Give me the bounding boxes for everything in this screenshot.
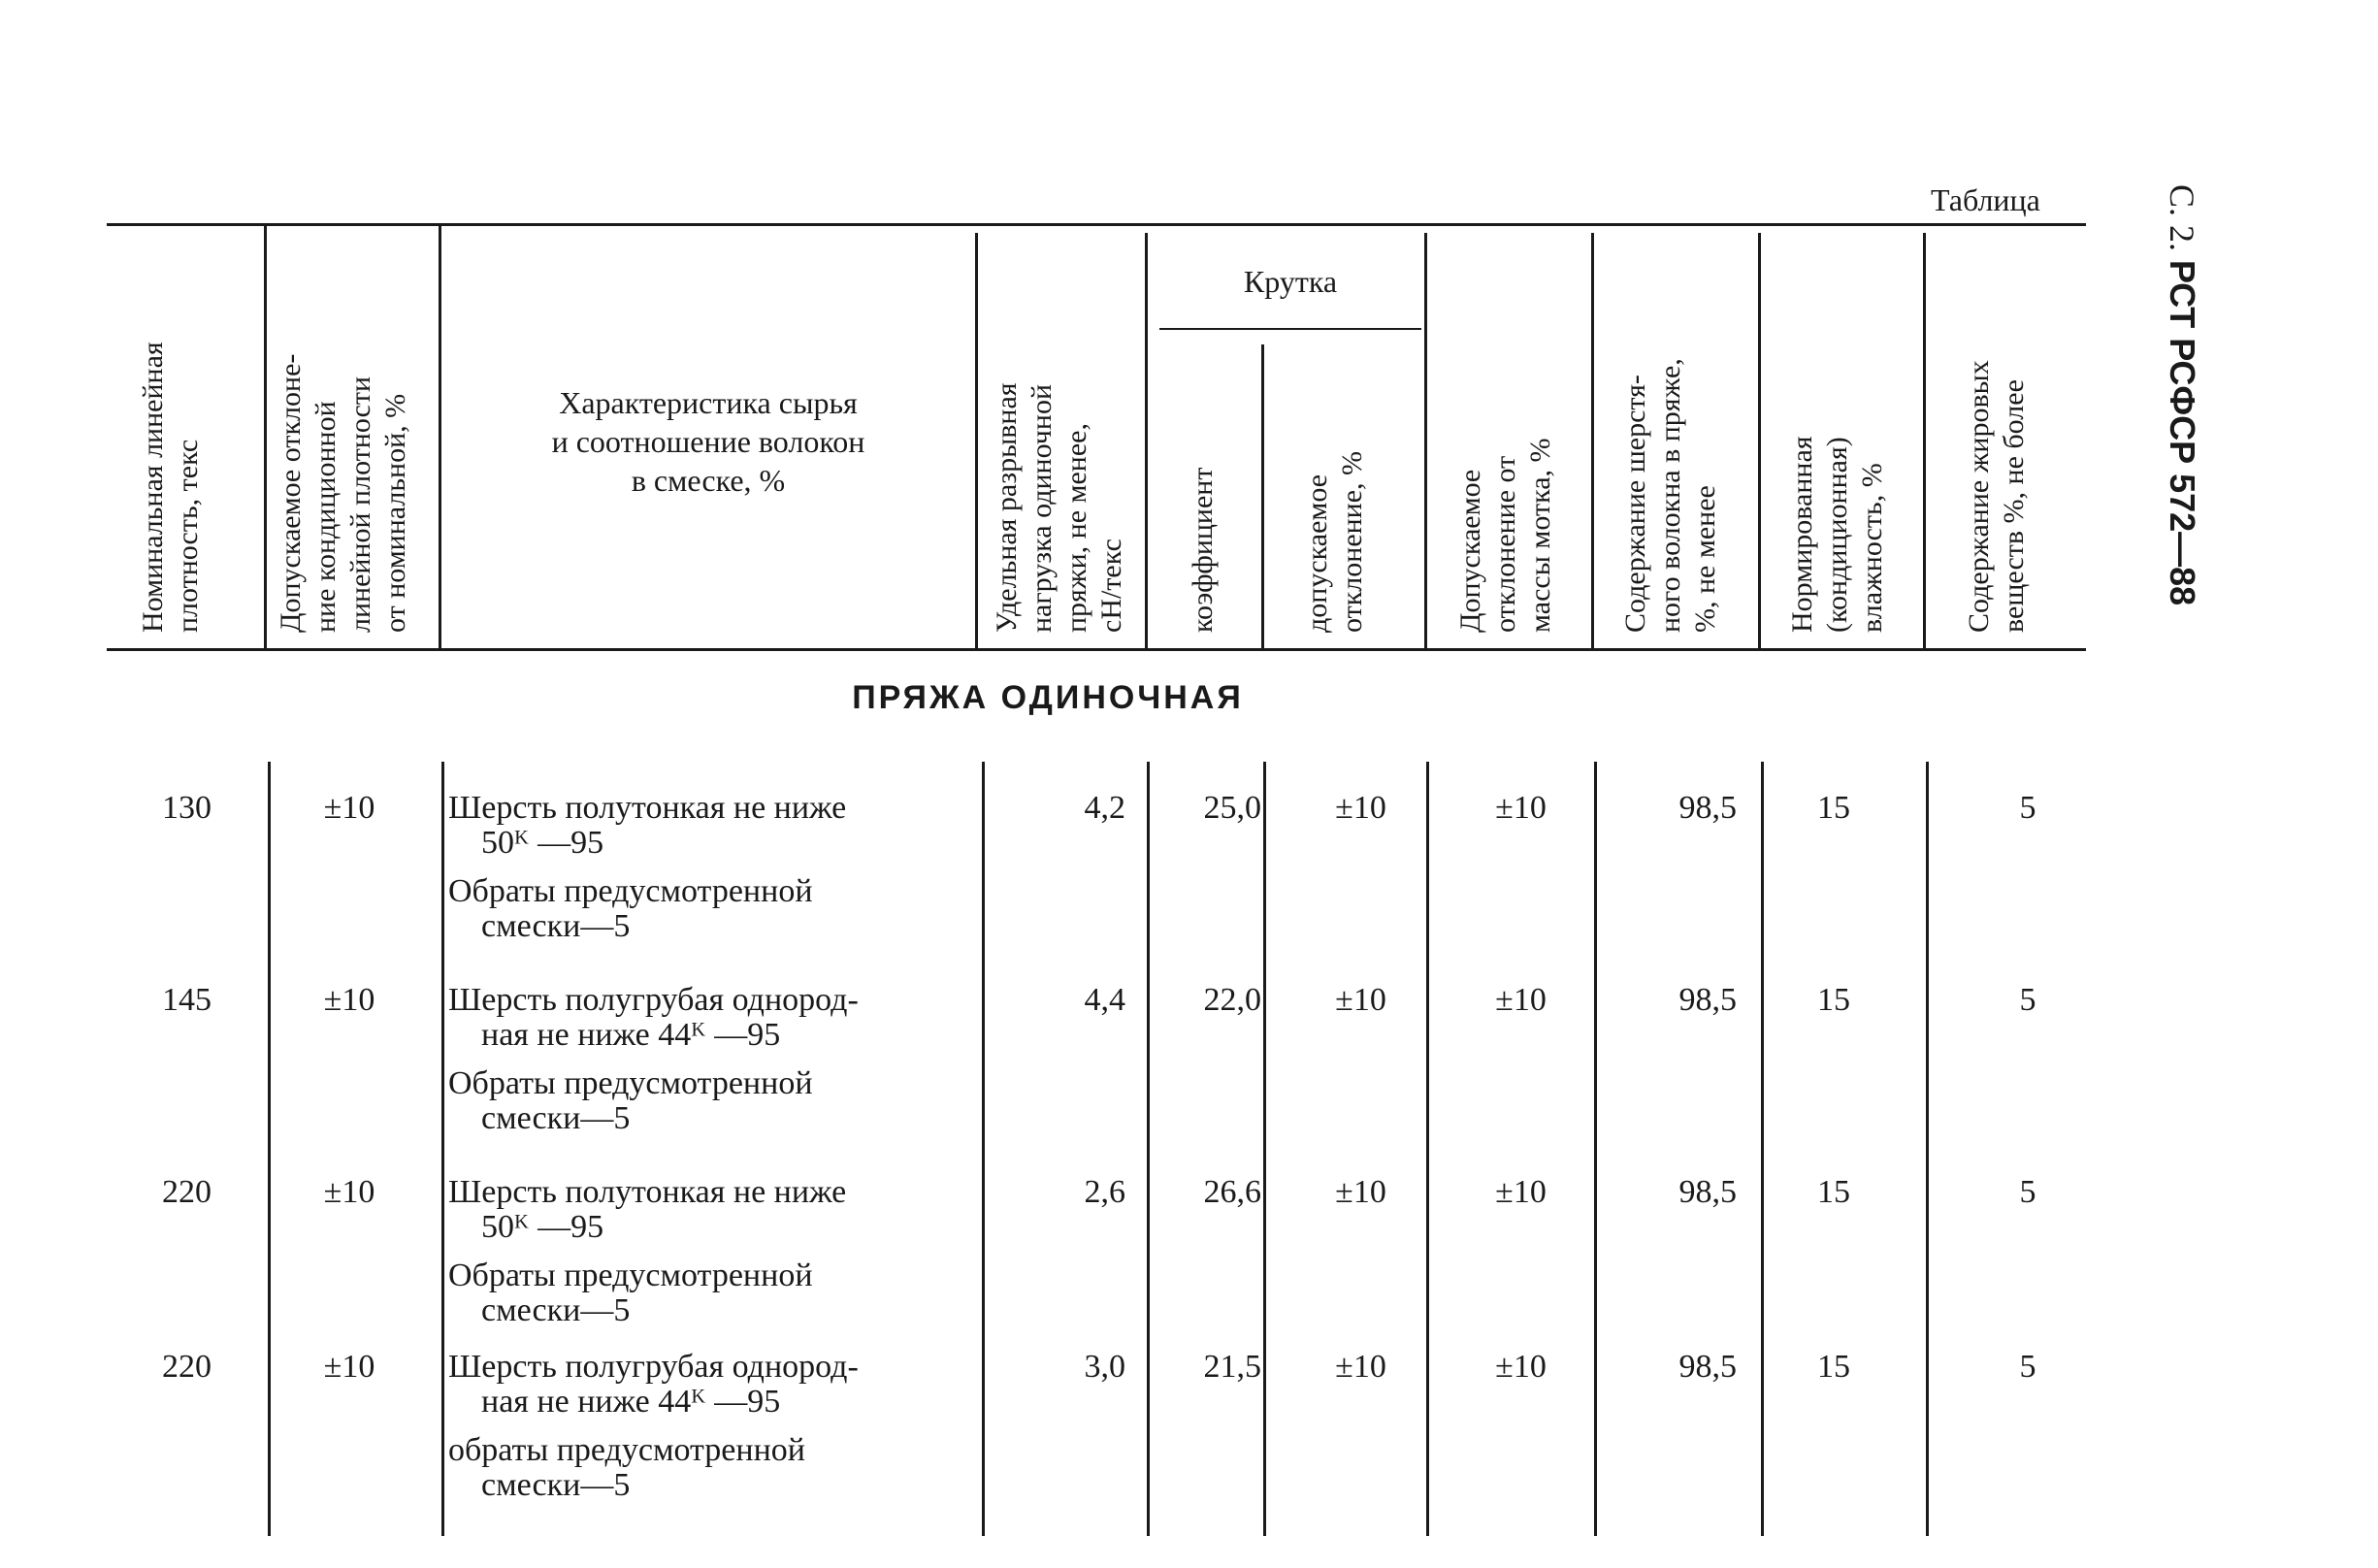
cell-twist-deviation: ±10 <box>1335 790 1386 826</box>
col-header-twist: Крутка <box>1243 264 1338 299</box>
cell-humidity: 15 <box>1817 1349 1850 1385</box>
cell-density-deviation: ±10 <box>323 982 375 1018</box>
cell-density-deviation: ±10 <box>323 790 375 826</box>
cell-mass-deviation: ±10 <box>1495 982 1547 1018</box>
header-bottom-rule <box>107 648 2086 651</box>
cell-raw-material <box>448 1175 992 1342</box>
cell-raw-material <box>448 791 992 958</box>
table-row <box>0 1350 2134 1544</box>
table-caption: Таблица <box>1931 182 2040 217</box>
raw-component-recycled: Обраты предусмотренной смески—5 <box>448 873 813 944</box>
cell-wool-content: 98,5 <box>1678 1349 1737 1385</box>
cell-twist-coefficient: 26,6 <box>1203 1174 1261 1210</box>
col-header-twist-coefficient: коэффициент <box>1187 467 1219 633</box>
header-separator <box>439 225 441 648</box>
table-row <box>0 983 2134 1177</box>
cell-fat-content: 5 <box>2019 982 2036 1018</box>
cell-breaking-load: 2,6 <box>1084 1174 1125 1210</box>
col-header-fat-content: Содержание жировых веществ %, не более <box>1963 360 2030 633</box>
raw-component-main: Шерсть полутонкая не ниже 50ᴷ —95 <box>448 1174 847 1245</box>
cell-humidity: 15 <box>1817 1174 1850 1210</box>
raw-component-recycled: обраты предусмотренной смески—5 <box>448 1432 805 1503</box>
cell-raw-material <box>448 983 992 1150</box>
cell-twist-deviation: ±10 <box>1335 982 1386 1018</box>
cell-density: 145 <box>162 982 212 1018</box>
cell-humidity: 15 <box>1817 790 1850 826</box>
page-number: С. 2. <box>2163 184 2201 261</box>
raw-component-recycled: Обраты предусмотренной смески—5 <box>448 1258 813 1328</box>
cell-fat-content: 5 <box>2019 1174 2036 1210</box>
header-separator <box>1923 233 1926 648</box>
col-header-humidity: Нормированная (кондиционная) влажность, % <box>1786 436 1888 633</box>
cell-twist-coefficient: 25,0 <box>1203 790 1261 826</box>
cell-raw-material <box>448 1350 992 1517</box>
header-top-rule <box>107 223 2086 226</box>
cell-twist-deviation: ±10 <box>1335 1349 1386 1385</box>
standard-code: РСТ РСФСР 572—88 <box>2163 260 2202 606</box>
cell-density: 220 <box>162 1174 212 1210</box>
table-row <box>0 1175 2134 1369</box>
page-running-header <box>2144 184 2202 631</box>
twist-group-rule <box>1159 328 1421 330</box>
cell-density: 130 <box>162 790 212 826</box>
cell-wool-content: 98,5 <box>1678 982 1737 1018</box>
header-separator <box>264 225 267 648</box>
cell-wool-content: 98,5 <box>1678 790 1737 826</box>
header-separator <box>1424 233 1427 648</box>
cell-mass-deviation: ±10 <box>1495 1174 1547 1210</box>
cell-twist-deviation: ±10 <box>1335 1174 1386 1210</box>
header-separator <box>1261 344 1264 648</box>
header-separator <box>1145 233 1148 648</box>
col-header-density-deviation: Допускаемое отклоне- ние кондиционной линейной плотности от номинальной, % <box>275 353 411 633</box>
cell-breaking-load: 3,0 <box>1084 1349 1125 1385</box>
cell-twist-coefficient: 21,5 <box>1203 1349 1261 1385</box>
header-separator <box>1758 233 1761 648</box>
col-header-breaking-load: Удельная разрывная нагрузка одиночной пряжи, не менее, сН/текс <box>991 382 1127 633</box>
section-title: ПРЯЖА ОДИНОЧНАЯ <box>852 679 1244 716</box>
raw-component-main: Шерсть полугрубая однород- ная не ниже 44ᴷ —95 <box>448 982 859 1053</box>
header-separator <box>975 233 978 648</box>
cell-breaking-load: 4,4 <box>1084 982 1125 1018</box>
col-header-twist-deviation: допускаемое отклонение, % <box>1301 450 1368 633</box>
cell-mass-deviation: ±10 <box>1495 1349 1547 1385</box>
raw-component-main: Шерсть полутонкая не ниже 50ᴷ —95 <box>448 790 847 861</box>
table-row <box>0 791 2134 985</box>
cell-fat-content: 5 <box>2019 1349 2036 1385</box>
cell-breaking-load: 4,2 <box>1084 790 1125 826</box>
header-separator <box>1591 233 1594 648</box>
col-header-mass-deviation: Допускаемое отклонение от массы мотка, % <box>1454 438 1556 633</box>
cell-mass-deviation: ±10 <box>1495 790 1547 826</box>
cell-density: 220 <box>162 1349 212 1385</box>
cell-density-deviation: ±10 <box>323 1174 375 1210</box>
raw-component-main: Шерсть полугрубая однород- ная не ниже 44ᴷ —95 <box>448 1349 859 1420</box>
col-header-raw-material: Характеристика сырья и соотношение волокон в смеске, % <box>551 385 865 498</box>
cell-fat-content: 5 <box>2019 790 2036 826</box>
cell-wool-content: 98,5 <box>1678 1174 1737 1210</box>
cell-density-deviation: ±10 <box>323 1349 375 1385</box>
col-header-wool-content: Содержание шерстя- ного волокна в пряже, %, не менее <box>1619 358 1721 633</box>
cell-humidity: 15 <box>1817 982 1850 1018</box>
col-header-nominal-density: Номинальная линейная плотность, текс <box>137 342 204 633</box>
raw-component-recycled: Обраты предусмотренной смески—5 <box>448 1065 813 1136</box>
cell-twist-coefficient: 22,0 <box>1203 982 1261 1018</box>
